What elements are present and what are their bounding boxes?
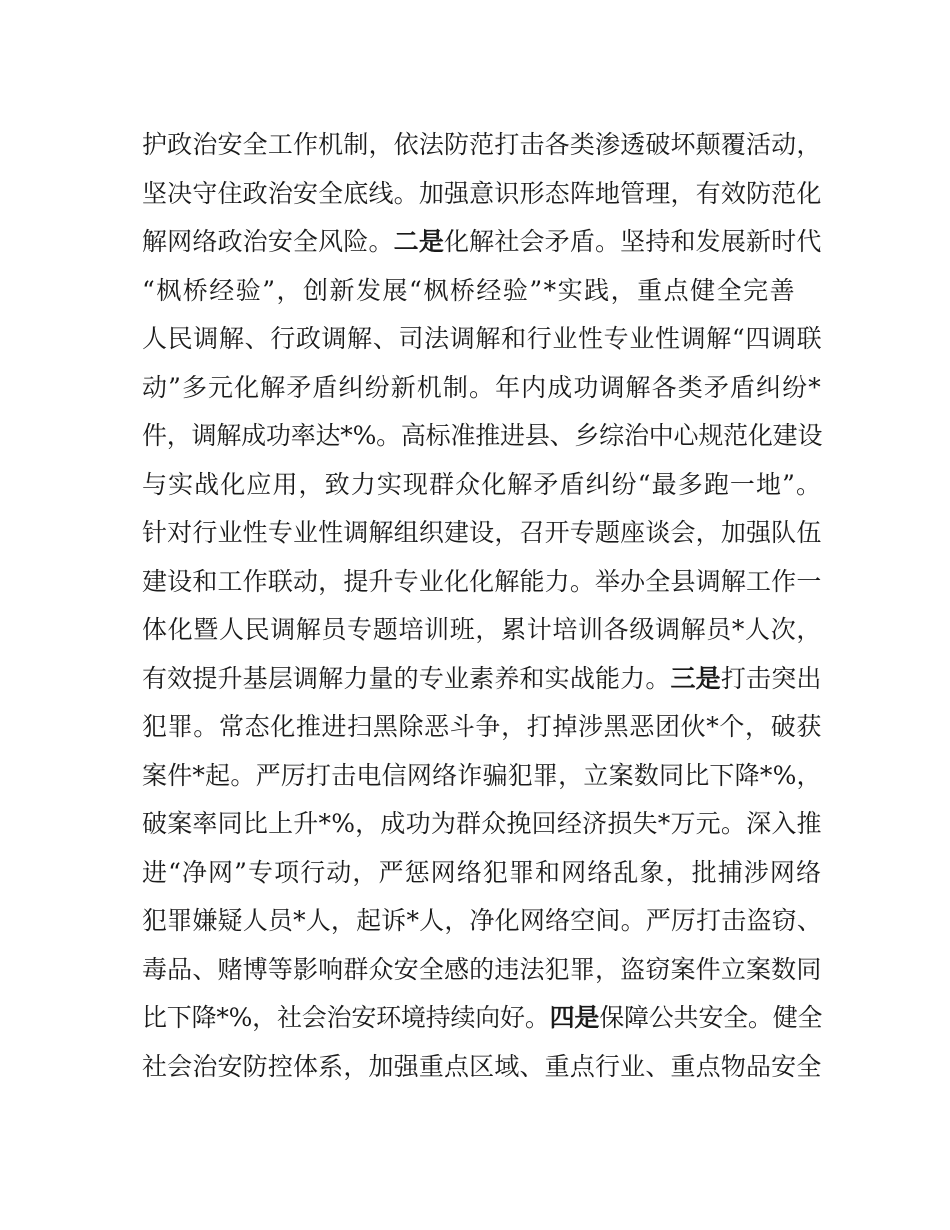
text-run: 件，调解成功率达*%。高标准推进县、乡综治中心规范化建设 [142, 421, 823, 450]
text-line [142, 412, 822, 461]
text-line [142, 655, 822, 704]
text-line [142, 606, 822, 655]
text-line [142, 315, 822, 364]
text-run: 有效提升基层调解力量的专业素养和实战能力。 [142, 663, 671, 693]
text-run: 案件*起。严厉打击电信网络诈骗犯罪，立案数同比下降*%， [142, 760, 822, 790]
text-line [142, 800, 822, 849]
text-run: “枫桥经验”，创新发展“枫桥经验”*实践，重点健全完善 [142, 275, 797, 305]
text-line [142, 364, 822, 413]
text-run: 保障公共安全。健全 [599, 1003, 823, 1032]
text-line [142, 558, 822, 607]
text-run: 毒品、赌博等影响群众安全感的违法犯罪，盗窃案件立案数同 [142, 954, 822, 984]
text-run: 化解社会矛盾。坚持和发展新时代 [444, 227, 822, 256]
text-run: 护政治安全工作机制，依法防范打击各类渗透破坏颠覆活动， [142, 130, 822, 159]
bold-ordinal: 四是 [549, 1003, 600, 1032]
text-run: 社会治安防控体系，加强重点区域、重点行业、重点物品安全 [142, 1051, 822, 1081]
text-run: 坚决守住政治安全底线。加强意识形态阵地管理，有效防范化 [142, 178, 822, 208]
text-run: 针对行业性专业性调解组织建设，召开专题座谈会，加强队伍 [142, 518, 822, 547]
text-line [142, 752, 822, 801]
text-run: 破案率同比上升*%，成功为群众挽回经济损失*万元。深入推 [142, 809, 822, 838]
text-run: 打击突出 [720, 663, 822, 693]
text-run: 人民调解、行政调解、司法调解和行业性专业性调解“四调联 [142, 324, 823, 353]
text-run: 与实战化应用，致力实现群众化解矛盾纠纷“最多跑一地”。 [142, 469, 823, 499]
text-run: 体化暨人民调解员专题培训班，累计培训各级调解员*人次， [142, 615, 823, 644]
text-line [142, 170, 822, 219]
text-run: 犯罪嫌疑人员*人，起诉*人，净化网络空间。严厉打击盗窃、 [142, 906, 823, 935]
text-run: 建设和工作联动，提升专业化化解能力。举办全县调解工作一 [142, 566, 822, 596]
text-line [142, 849, 822, 898]
text-run: 动”多元化解矛盾纠纷新机制。年内成功调解各类矛盾纠纷* [142, 372, 822, 402]
text-line [142, 267, 822, 316]
text-line [142, 946, 822, 995]
bold-ordinal: 三是 [670, 663, 721, 693]
text-run: 犯罪。常态化推进扫黑除恶斗争，打掉涉黑恶团伙*个，破获 [142, 712, 823, 741]
bold-ordinal: 二是 [393, 227, 445, 256]
text-line [142, 461, 822, 510]
text-run: 解网络政治安全风险。 [142, 227, 394, 256]
text-line [142, 703, 822, 752]
text-run: 进“净网”专项行动，严惩网络犯罪和网络乱象，批捕涉网络 [142, 857, 823, 887]
text-line [142, 1043, 822, 1092]
text-line [142, 218, 822, 267]
text-line [142, 121, 822, 170]
text-line [142, 897, 822, 946]
body-text [142, 121, 822, 1091]
text-line [142, 994, 822, 1043]
text-line [142, 509, 822, 558]
text-run: 比下降*%，社会治安环境持续向好。 [142, 1003, 550, 1032]
